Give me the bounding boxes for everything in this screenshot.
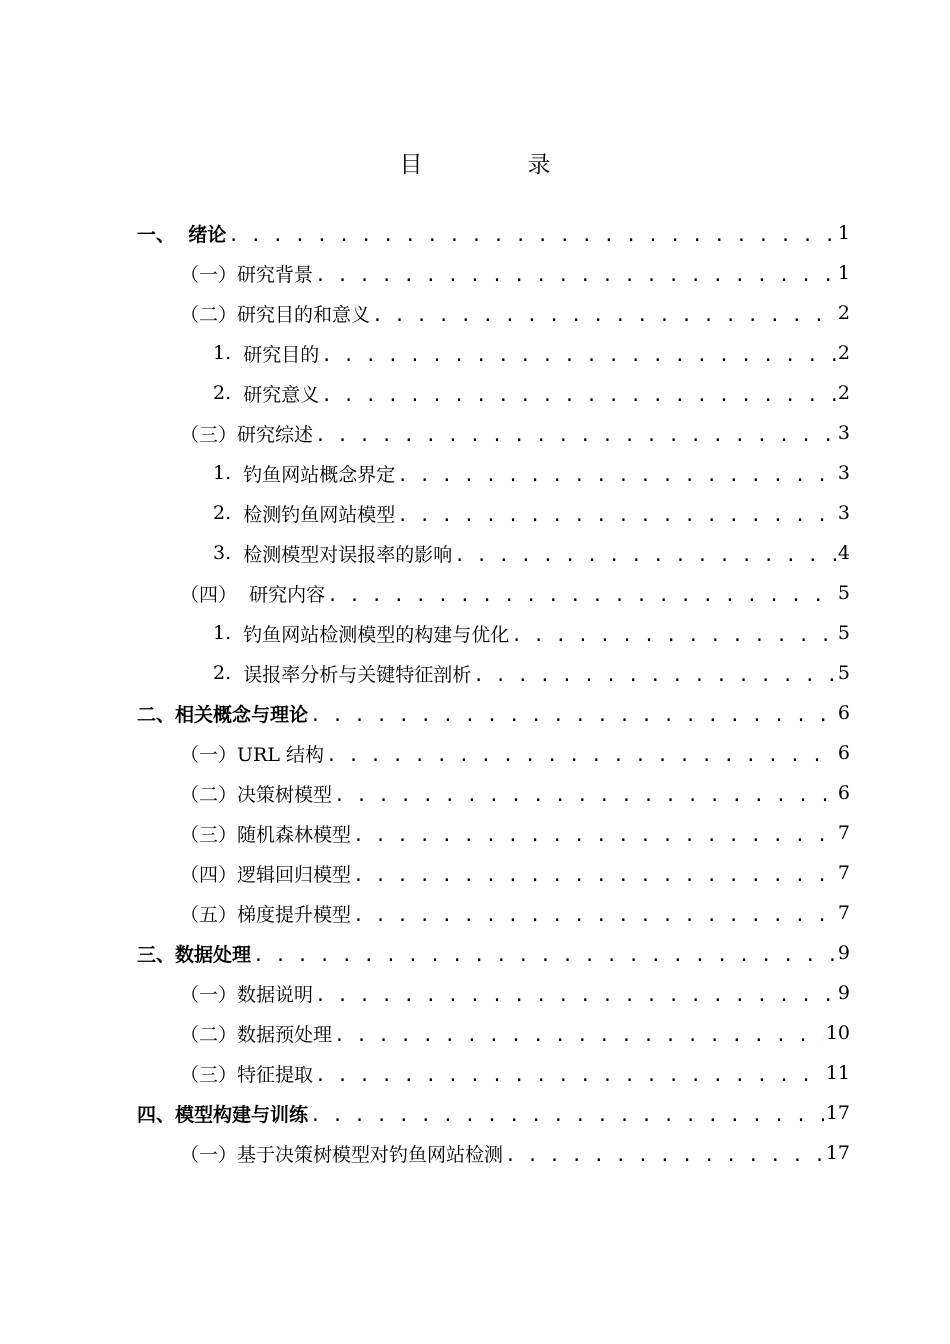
toc-entry[interactable] (137, 933, 850, 973)
toc-dot-leader (321, 345, 836, 366)
toc-entry[interactable] (213, 653, 850, 693)
toc-entry-number: 2. (213, 662, 244, 684)
toc-dot-leader (310, 705, 836, 726)
toc-entry-page-number: 10 (825, 1022, 850, 1044)
toc-entry-number: （二） (180, 303, 238, 326)
toc-entry[interactable] (180, 573, 850, 613)
toc-entry-title: 误报率分析与关键特征剖析 (243, 663, 472, 686)
toc-dot-leader (228, 225, 836, 246)
toc-entry-title: URL 结构 (237, 743, 324, 766)
toc-entry-number: （三） (180, 423, 238, 446)
toc-entry-title: 钓鱼网站检测模型的构建与优化 (243, 623, 510, 646)
toc-entry-title: 特征提取 (237, 1063, 314, 1086)
toc-entry-page-number: 5 (837, 662, 850, 684)
toc-entry-page-number: 4 (837, 542, 850, 564)
toc-dot-leader (505, 1145, 824, 1166)
toc-entry-number: 3. (213, 542, 244, 564)
toc-entry[interactable] (137, 693, 850, 733)
toc-entry-page-number: 17 (825, 1142, 850, 1164)
toc-entry-page-number: 5 (837, 622, 850, 644)
toc-entry[interactable] (213, 493, 850, 533)
toc-dot-leader (315, 425, 836, 446)
toc-entry[interactable] (180, 853, 850, 893)
toc-entry-number: 二、 (137, 703, 176, 726)
toc-entry[interactable] (180, 413, 850, 453)
toc-entry-number: （三） (180, 823, 238, 846)
toc-entry-page-number: 1 (837, 222, 850, 244)
toc-entry-title: 研究背景 (237, 263, 314, 286)
toc-entry-number: （四） (180, 583, 250, 606)
toc-entry[interactable] (180, 293, 850, 333)
toc-dot-leader (353, 905, 836, 926)
toc-entry-page-number: 3 (837, 462, 850, 484)
toc-entry[interactable] (180, 1053, 850, 1093)
toc-entry-title: 基于决策树模型对钓鱼网站检测 (237, 1143, 504, 1166)
toc-entry[interactable] (213, 373, 850, 413)
toc-entry-page-number: 17 (825, 1102, 850, 1124)
toc-dot-leader (372, 305, 836, 326)
toc-dot-leader (327, 585, 836, 606)
toc-dot-leader (315, 985, 836, 1006)
toc-entry[interactable] (180, 973, 850, 1013)
toc-entry-title: 模型构建与训练 (175, 1103, 309, 1126)
toc-dot-leader (454, 545, 836, 566)
toc-entry-title: 研究目的和意义 (237, 303, 371, 326)
toc-dot-leader (353, 825, 836, 846)
toc-entry-title: 数据处理 (175, 943, 252, 966)
toc-entry-page-number: 9 (837, 942, 850, 964)
toc-dot-leader (473, 665, 836, 686)
toc-entry[interactable] (180, 893, 850, 933)
toc-entry-number: 2. (213, 502, 244, 524)
toc-entry-number: （三） (180, 1063, 238, 1086)
toc-dot-leader (326, 745, 836, 766)
toc-entry-number: 1. (213, 622, 244, 644)
toc-entry-number: 一、 (137, 223, 189, 246)
toc-entry-page-number: 2 (837, 342, 850, 364)
toc-entry[interactable] (213, 333, 850, 373)
toc-entry-title: 绪论 (188, 223, 227, 246)
toc-entry-number: 1. (213, 462, 244, 484)
title-char-1: 目 (399, 152, 423, 178)
toc-entry[interactable] (137, 1093, 850, 1133)
toc-entry-title: 检测钓鱼网站模型 (243, 503, 396, 526)
toc-dot-leader (310, 1105, 824, 1126)
toc-entry-title: 研究目的 (243, 343, 320, 366)
toc-entry-title: 数据说明 (237, 983, 314, 1006)
toc-entry-number: 三、 (137, 943, 176, 966)
toc-entry-number: 1. (213, 342, 244, 364)
toc-entry-title: 检测模型对误报率的影响 (243, 543, 453, 566)
toc-entry-page-number: 9 (837, 982, 850, 1004)
toc-entry[interactable] (180, 253, 850, 293)
toc-entry-number: （一） (180, 983, 238, 1006)
toc-entry-number: （一） (180, 263, 238, 286)
toc-entry-number: 2. (213, 382, 244, 404)
toc-entry-page-number: 3 (837, 422, 850, 444)
toc-dot-leader (315, 265, 836, 286)
toc-entry-page-number: 7 (837, 822, 850, 844)
toc-entry-page-number: 6 (837, 702, 850, 724)
toc-entry[interactable] (180, 1013, 850, 1053)
toc-entry-title: 决策树模型 (237, 783, 333, 806)
toc-entry-number: （五） (180, 903, 238, 926)
toc-entry-title: 钓鱼网站概念界定 (243, 463, 396, 486)
toc-entry[interactable] (213, 533, 850, 573)
toc-entry-page-number: 7 (837, 902, 850, 924)
toc-entry-number: （一） (180, 1143, 238, 1166)
toc-entry-page-number: 2 (837, 302, 850, 324)
toc-entry[interactable] (180, 813, 850, 853)
title-char-2: 录 (527, 152, 551, 178)
page-title (0, 147, 950, 183)
toc-entry-page-number: 3 (837, 502, 850, 524)
toc-entry-page-number: 5 (837, 582, 850, 604)
toc-entry-title: 随机森林模型 (237, 823, 352, 846)
toc-entry[interactable] (180, 1133, 850, 1173)
toc-dot-leader (334, 785, 836, 806)
toc-dot-leader (315, 1065, 824, 1086)
toc-entry-page-number: 1 (837, 262, 850, 284)
toc-dot-leader (321, 385, 836, 406)
toc-entry-page-number: 2 (837, 382, 850, 404)
toc-entry[interactable] (137, 213, 850, 253)
toc-entry-page-number: 11 (825, 1062, 850, 1084)
toc-dot-leader (253, 945, 836, 966)
toc-dot-leader (334, 1025, 824, 1046)
toc-entry-title: 相关概念与理论 (175, 703, 309, 726)
toc-dot-leader (397, 465, 836, 486)
toc-entry-page-number: 6 (837, 782, 850, 804)
toc-entry-title: 数据预处理 (237, 1023, 333, 1046)
toc-entry-title: 梯度提升模型 (237, 903, 352, 926)
toc-entry-page-number: 6 (837, 742, 850, 764)
toc-entry[interactable] (180, 733, 850, 773)
toc-entry-page-number: 7 (837, 862, 850, 884)
toc-entry-number: （二） (180, 1023, 238, 1046)
toc-entry[interactable] (213, 613, 850, 653)
toc-entry-title: 研究意义 (243, 383, 320, 406)
toc-entry-title: 研究内容 (249, 583, 326, 606)
toc-entry-title: 逻辑回归模型 (237, 863, 352, 886)
toc-entry-number: （二） (180, 783, 238, 806)
toc-entry-number: 四、 (137, 1103, 176, 1126)
toc-dot-leader (511, 625, 836, 646)
toc-entry[interactable] (180, 773, 850, 813)
toc-entry-title: 研究综述 (237, 423, 314, 446)
toc-dot-leader (397, 505, 836, 526)
toc-entry[interactable] (213, 453, 850, 493)
toc-entry-number: （四） (180, 863, 238, 886)
toc-entry-number: （一） (180, 743, 238, 766)
toc-dot-leader (353, 865, 836, 886)
